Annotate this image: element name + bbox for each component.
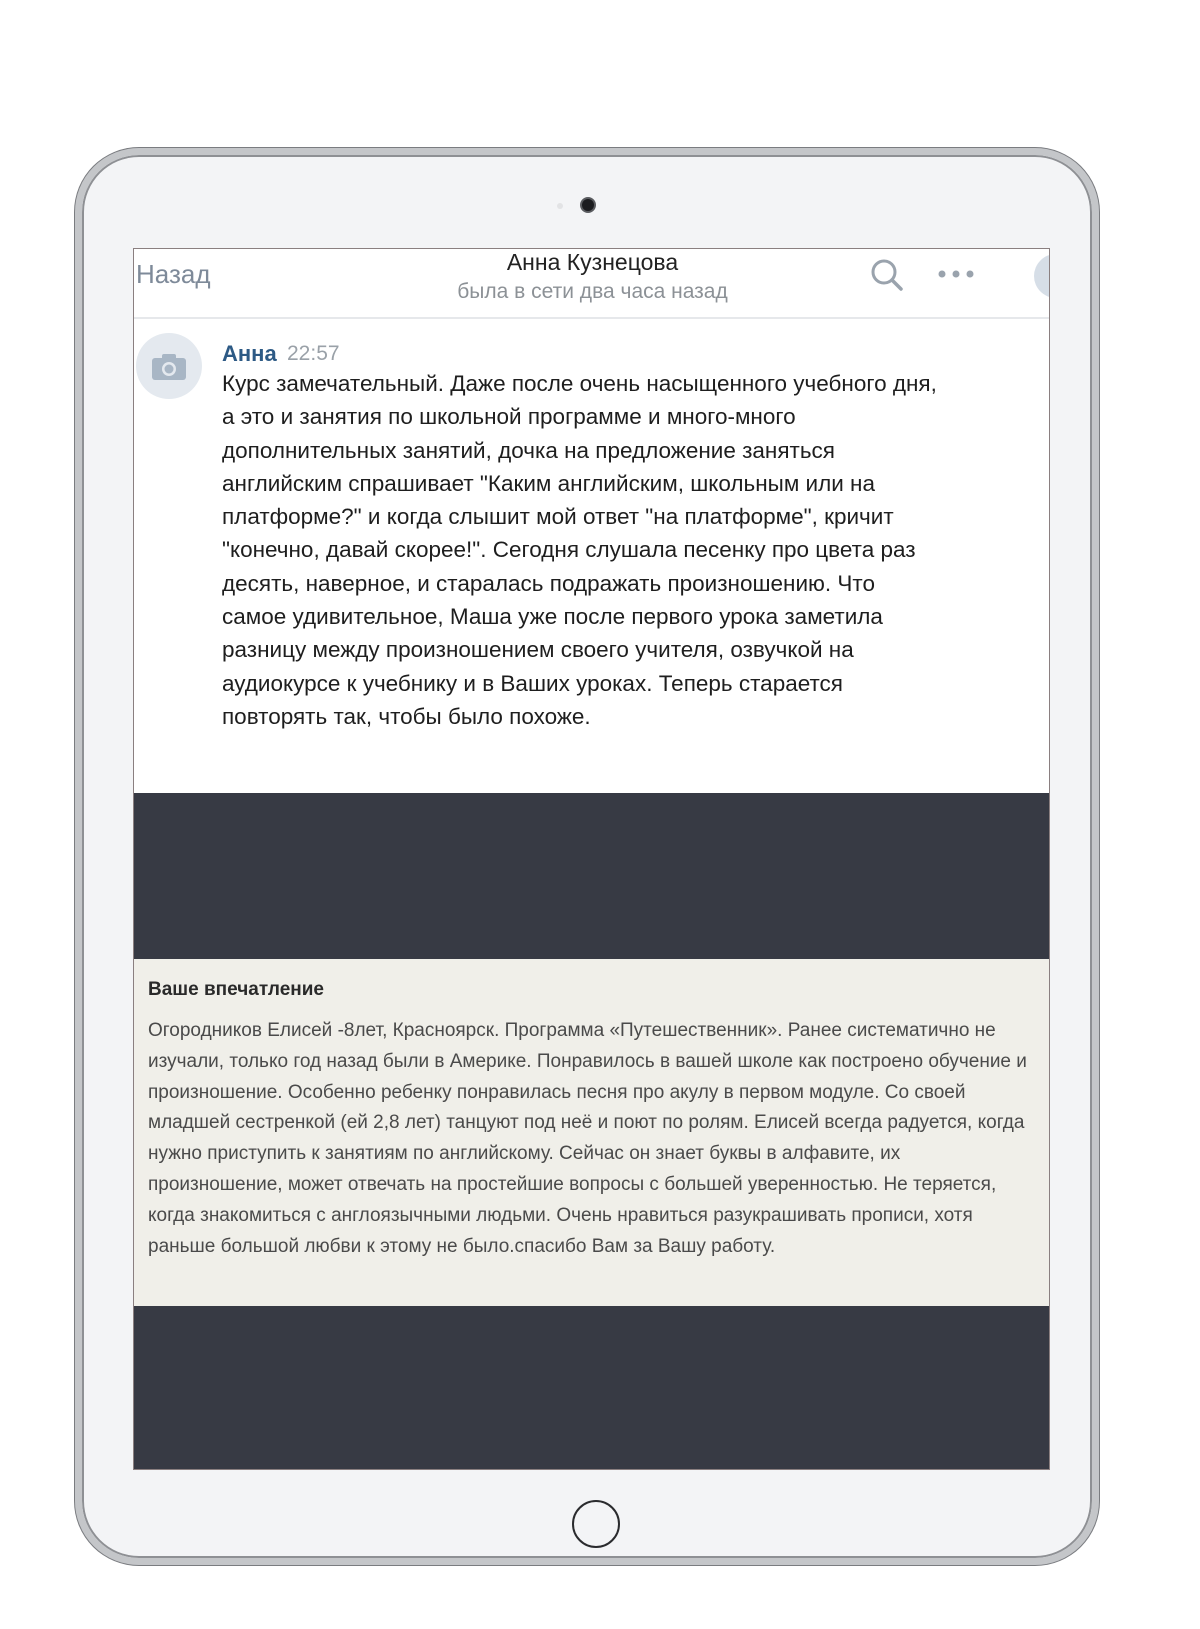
dark-band [134, 793, 1050, 959]
contact-status: была в сети два часа назад [457, 280, 728, 303]
tablet-frame [75, 148, 1099, 1565]
back-button[interactable]: Назад [136, 259, 211, 289]
message-text: Курс замечательный. Даже после очень насыщенного учебного дня, а это и занятия по школьной программе и много-много дополнительных занятий, дочка на предложение заняться английским спрашивает "Каким английским, школьным или на платформе?" и когда слышит мой ответ "на платформе", кричит "конечно, давай скорее!". Сегодня слушала песенку про цвета раз десять, наверное, и старалась подражать произношению. Что самое удивительное, Маша уже после первого урока заметила разницу между произношением своего учителя, озвучкой на аудиокурсе к учебнику и в Ваших уроках. Теперь старается повторять так, чтобы было похоже. [222, 371, 937, 729]
review-title: Ваше впечатление [148, 979, 324, 1000]
contact-name: Анна Кузнецова [506, 249, 679, 275]
camera-icon [136, 333, 202, 399]
sensor-dot [557, 203, 563, 209]
tablet-screen [133, 248, 1050, 1470]
message-author[interactable]: Анна [222, 341, 277, 366]
review-text: Огородников Елисей -8лет, Красноярск. Программа «Путешественник». Ранее систематично не изучали, только год назад были в Америке. Понравилось в вашей школе как построено обучение и произношение. Особенно ребенку понравилась песня про акулу в первом модуле. Со своей младшей сестренкой (ей 2,8 лет) танцуют под неё и поют по ролям. Елисей всегда радуется, когда нужно приступить к занятиям по английскому. Сейчас он знает буквы в алфавите, их произношение, может отвечать на простейшие вопросы с большей уверенностью. Не теряется, когда знакомиться с англоязычными людьми. Очень нравиться разукрашивать прописи, хотя раньше большой любви к этому не было.спасибо Вам за Вашу работу. [148, 1020, 1027, 1257]
search-icon[interactable] [869, 257, 905, 293]
review-card [134, 959, 1050, 1306]
front-camera [582, 199, 594, 211]
message-time: 22:57 [287, 342, 340, 365]
more-icon[interactable] [934, 261, 978, 287]
avatar[interactable] [136, 333, 202, 399]
home-button[interactable] [572, 1500, 620, 1548]
chat-message [134, 319, 1050, 793]
dark-band-bottom [134, 1306, 1050, 1470]
chat-header [134, 249, 1050, 319]
